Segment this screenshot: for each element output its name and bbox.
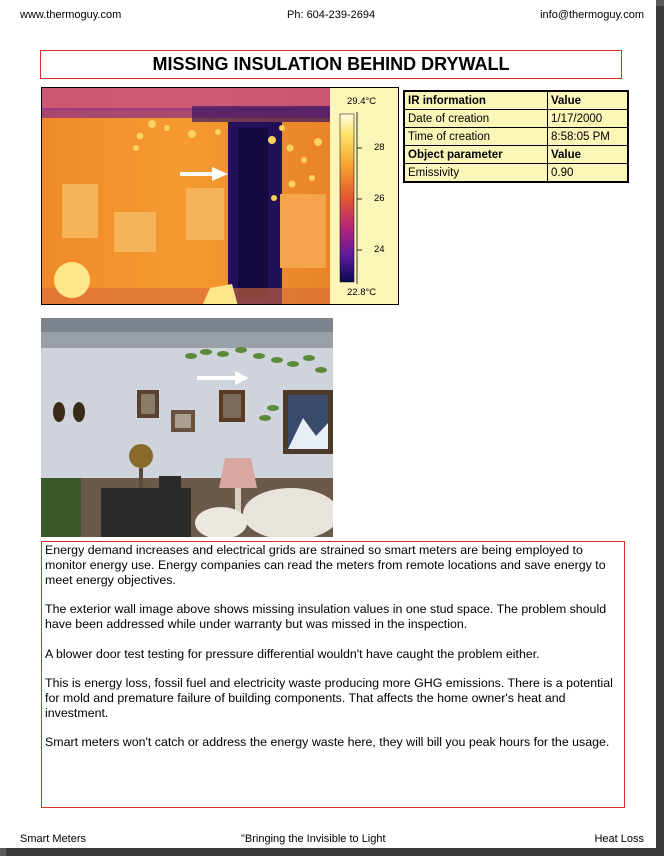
header-email: info@thermoguy.com xyxy=(540,9,644,21)
thermal-image xyxy=(41,87,399,305)
page-title: MISSING INSULATION BEHIND DRYWALL xyxy=(152,54,510,74)
ir-info-table xyxy=(403,90,629,183)
table-cell: IR information xyxy=(404,91,548,110)
table-cell: Value xyxy=(548,91,629,110)
body-paragraph: Smart meters won't catch or address the energy waste here, they will bill you peak hours for the usage. xyxy=(45,735,610,750)
body-paragraph: This is energy loss, fossil fuel and electricity waste producing more GHG emissions. There is a potential for mold and premature failure of building components. That affects the home owner's heat and investment. xyxy=(45,676,613,720)
title-box xyxy=(40,50,622,79)
body-paragraph: Energy demand increases and electrical grids are strained so smart meters are being employed to monitor energy use. Energy companies can read the meters from remote locations and save energy to meet energy objectives. xyxy=(45,543,606,587)
table-cell: Value xyxy=(548,146,629,164)
scale-max-label: 29.4°C xyxy=(347,96,377,107)
table-cell: Date of creation xyxy=(404,110,548,128)
footer-left: Smart Meters xyxy=(20,833,87,845)
table-cell: 8:58:05 PM xyxy=(548,128,629,146)
body-text-box xyxy=(41,541,625,808)
footer-right: Heat Loss xyxy=(594,833,644,845)
scale-tick-label: 28 xyxy=(374,142,385,153)
thermal-image-graphic xyxy=(42,88,399,305)
table-row xyxy=(404,164,628,183)
table-cell: Emissivity xyxy=(404,164,548,183)
table-row xyxy=(404,128,628,146)
header-website: www.thermoguy.com xyxy=(20,9,122,21)
scale-tick-label: 26 xyxy=(374,193,385,204)
body-paragraph: The exterior wall image above shows missing insulation values in one stud space. The problem should have been addressed while under warranty but was missed in the inspection. xyxy=(45,602,607,631)
table-row xyxy=(404,146,628,164)
scale-tick-label: 24 xyxy=(374,244,385,255)
table-cell: 0.90 xyxy=(548,164,629,183)
table-cell: Object parameter xyxy=(404,146,548,164)
table-cell: 1/17/2000 xyxy=(548,110,629,128)
table-row xyxy=(404,110,628,128)
table-cell: Time of creation xyxy=(404,128,548,146)
room-photo xyxy=(41,318,333,537)
footer-center: "Bringing the Invisible to Light xyxy=(241,833,386,845)
header-phone: Ph: 604-239-2694 xyxy=(287,9,376,21)
scale-min-label: 22.8°C xyxy=(347,287,377,298)
room-photo-graphic xyxy=(41,318,333,537)
body-paragraph: A blower door test testing for pressure differential wouldn't have caught the problem either. xyxy=(45,646,540,661)
table-row xyxy=(404,91,628,110)
